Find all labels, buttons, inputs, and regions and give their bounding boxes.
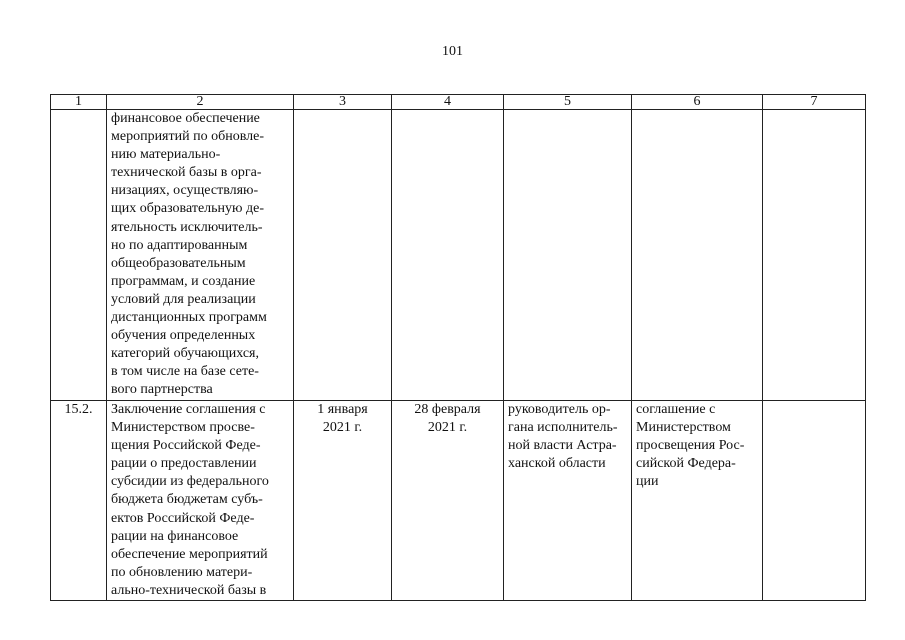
text-line: сийской Федера- [636, 456, 736, 472]
table-header-row [51, 95, 866, 110]
text-line: руководитель ор- [508, 402, 611, 417]
text-line: 2021 г. [427, 420, 468, 436]
text-line: низациях, осуществляю- [111, 183, 259, 199]
text-line: Министерством [636, 420, 731, 436]
text-line: 28 февраля [414, 402, 481, 417]
text-line: ханской области [508, 456, 606, 472]
column-header: 7 [763, 95, 866, 110]
cell-extra [763, 401, 866, 601]
cell-result [632, 110, 763, 401]
text-line: финансовое обеспечение [111, 111, 260, 126]
plan-table [50, 94, 866, 601]
column-header: 6 [632, 95, 763, 110]
cell-start-date [294, 401, 392, 601]
text-line: просвещения Рос- [636, 438, 745, 454]
cell-responsible [504, 401, 632, 601]
text-line: обучения определенных [111, 328, 256, 344]
cell-number: 15.2. [51, 401, 107, 601]
text-line: в том числе на базе сете- [111, 364, 259, 380]
cell-event-name [107, 401, 294, 601]
table-row [51, 110, 866, 401]
text-line: рации о предоставлении [111, 456, 257, 472]
text-line: Министерством просве- [111, 420, 255, 436]
text-line: обеспечение мероприятий [111, 546, 268, 562]
column-header: 4 [392, 95, 504, 110]
text-line: общеобразовательным [111, 255, 246, 271]
column-header: 3 [294, 95, 392, 110]
text-line: рации на финансовое [111, 528, 239, 544]
text-line: ектов Российской Феде- [111, 510, 255, 526]
page-number: 101 [442, 44, 463, 59]
column-header: 1 [51, 95, 107, 110]
text-line: щения Российской Феде- [111, 438, 261, 454]
column-header: 5 [504, 95, 632, 110]
text-line: 1 января [317, 402, 368, 417]
cell-start-date [294, 110, 392, 401]
column-header: 2 [107, 95, 294, 110]
table-row [51, 401, 866, 601]
text-line: нию материально- [111, 147, 221, 163]
text-line: щих образовательную де- [111, 201, 264, 217]
text-line: ной власти Астра- [508, 438, 617, 454]
cell-event-name [107, 110, 294, 401]
text-line: условий для реализации [111, 291, 256, 307]
text-line: программам, и создание [111, 273, 256, 289]
cell-result [632, 401, 763, 601]
text-line: субсидии из федерального [111, 474, 269, 490]
text-line: по обновлению матери- [111, 564, 253, 580]
text-line: мероприятий по обновле- [111, 129, 264, 145]
text-line: вого партнерства [111, 382, 213, 398]
cell-responsible [504, 110, 632, 401]
cell-end-date [392, 401, 504, 601]
text-line: ально-технической базы в [111, 582, 267, 598]
text-line: дистанционных программ [111, 310, 267, 326]
text-line: 2021 г. [322, 420, 363, 436]
text-line: технической базы в орга- [111, 165, 262, 181]
text-line: ятельность исключитель- [111, 219, 263, 235]
text-line: Заключение соглашения с [111, 402, 266, 417]
text-line: бюджета бюджетам субъ- [111, 492, 263, 508]
text-line: гана исполнитель- [508, 420, 618, 436]
cell-number [51, 110, 107, 401]
cell-end-date [392, 110, 504, 401]
text-line: соглашение с [636, 402, 716, 417]
text-line: но по адаптированным [111, 237, 248, 253]
cell-extra [763, 110, 866, 401]
text-line: ции [636, 474, 659, 490]
text-line: категорий обучающихся, [111, 346, 259, 362]
